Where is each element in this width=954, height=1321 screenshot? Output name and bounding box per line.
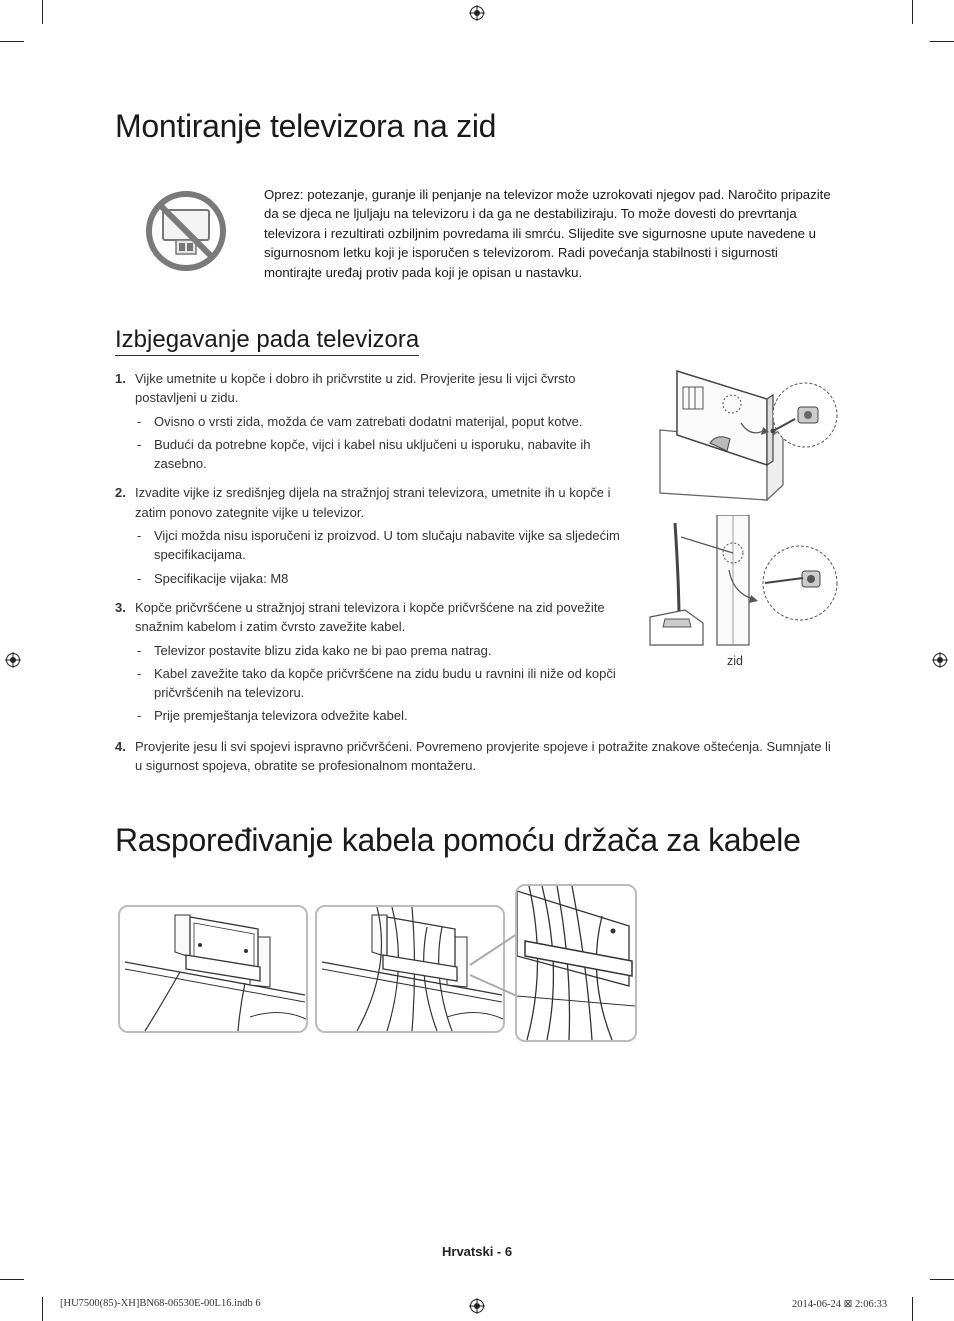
step-text: Vijke umetnite u kopče i dobro ih pričvrstite u zid. Provjerite jesu li vijci čvrsto postavljeni u zidu. [135, 371, 576, 406]
list-item [135, 412, 625, 431]
sub-item-text: Prije premještanja televizora odvežite kabel. [154, 708, 408, 724]
registration-mark-icon [469, 5, 485, 21]
registration-mark-icon [932, 652, 948, 668]
crop-mark [0, 1279, 24, 1280]
registration-mark-icon [5, 652, 21, 668]
sub-item-text: Kabel zavežite tako da kopče pričvršćene na zidu budu u ravnini ili niže od kopči pričvršćenih na televizoru. [154, 665, 616, 701]
sub-item-text: Budući da potrebne kopče, vijci i kabel nisu uključeni u isporuku, nabavite ih zasebno. [154, 436, 591, 472]
crop-mark [912, 1297, 913, 1321]
zoom-connector-lines [465, 930, 520, 1000]
crop-mark [912, 0, 913, 24]
list-item [135, 641, 625, 660]
crop-mark [42, 1297, 43, 1321]
cable-holder-step-1-image [118, 905, 308, 1033]
list-item [115, 737, 835, 776]
section-subtitle: Izbjegavanje pada televizora [115, 326, 419, 356]
list-item [115, 483, 625, 587]
no-climbing-warning-icon [145, 190, 227, 272]
step-text: Provjerite jesu li svi spojevi ispravno pričvršćeni. Povremeno provjerite spojeve i potražite znakove oštećenja. Sumnjate li u sigurnost spojeva, obratite se profesionalnom montažeru. [135, 739, 831, 774]
list-item [115, 598, 625, 726]
tv-back-bracket-illustration [655, 365, 845, 505]
registration-mark-icon [469, 1298, 485, 1314]
step-number: 3. [115, 599, 126, 615]
dash-bullet: - [137, 665, 142, 681]
tv-wall-side-illustration [645, 515, 845, 647]
list-item [135, 526, 625, 565]
crop-mark [930, 41, 954, 42]
step-text: Izvadite vijke iz središnjeg dijela na stražnjoj strani televizora, umetnite ih u kopče i zatim ponovo zategnite vijke u televizor. [135, 485, 611, 520]
step-number: 1. [115, 371, 126, 386]
page-number: Hrvatski - 6 [442, 1244, 513, 1259]
caution-text: Oprez: potezanje, guranje ili penjanje na televizor može uzrokovati njegov pad. Naročito pripazite da se djeca ne ljuljaju na televizoru i da ga ne destabiliziraju. To može dovesti do prevrtanja televizora i rezultirati ozbiljnim povredama ili smrću. Slijedite sve sigurnosne upute navedene u sigurnosnom letku koji je isporučen s televizorom. Radi povećanja stabilnosti i sigurnosti montirajte uređaj protiv pada koji je opisan u nastavku. [264, 187, 831, 280]
steps-list [115, 369, 625, 736]
sub-item-text: Vijci možda nisu isporučeni iz proizvod. U tom slučaju nabavite vijke sa sljedećim specifikacijama. [154, 528, 620, 563]
wall-label: zid [727, 654, 743, 668]
dash-bullet: - [137, 436, 142, 452]
sub-item-text: Televizor postavite blizu zida kako ne bi pao prema natrag. [154, 642, 492, 658]
crop-mark [930, 1279, 954, 1280]
print-slug-file: [HU7500(85)-XH]BN68-06530E-00L16.indb 6 [60, 1298, 261, 1309]
dash-bullet: - [137, 413, 142, 429]
sub-item-text: Specifikacije vijaka: M8 [154, 570, 289, 586]
print-slug-date: 2014-06-24 ⊠ 2:06:33 [792, 1299, 888, 1310]
crop-mark [42, 0, 43, 24]
step-number: 4. [115, 739, 126, 754]
list-item [135, 664, 625, 703]
list-item [135, 706, 625, 725]
dash-bullet: - [137, 708, 142, 724]
cable-holder-zoom-image [515, 884, 637, 1042]
step-number: 2. [115, 485, 126, 501]
list-item [135, 569, 625, 588]
list-item [135, 435, 625, 474]
dash-bullet: - [137, 570, 142, 586]
dash-bullet: - [137, 642, 142, 658]
section-title: Raspoređivanje kabela pomoću držača za kabele [115, 822, 801, 858]
step-text: Kopče pričvršćene u stražnjoj strani televizora i kopče pričvršćene na zid povežite snažnim kabelom i zatim čvrsto zavežite kabel. [135, 599, 605, 635]
sub-item-text: Ovisno o vrsti zida, možda će vam zatrebati dodatni materijal, poput kotve. [154, 413, 583, 429]
dash-bullet: - [137, 528, 142, 544]
page-title: Montiranje televizora na zid [115, 108, 497, 144]
crop-mark [0, 41, 24, 42]
list-item [115, 369, 625, 473]
